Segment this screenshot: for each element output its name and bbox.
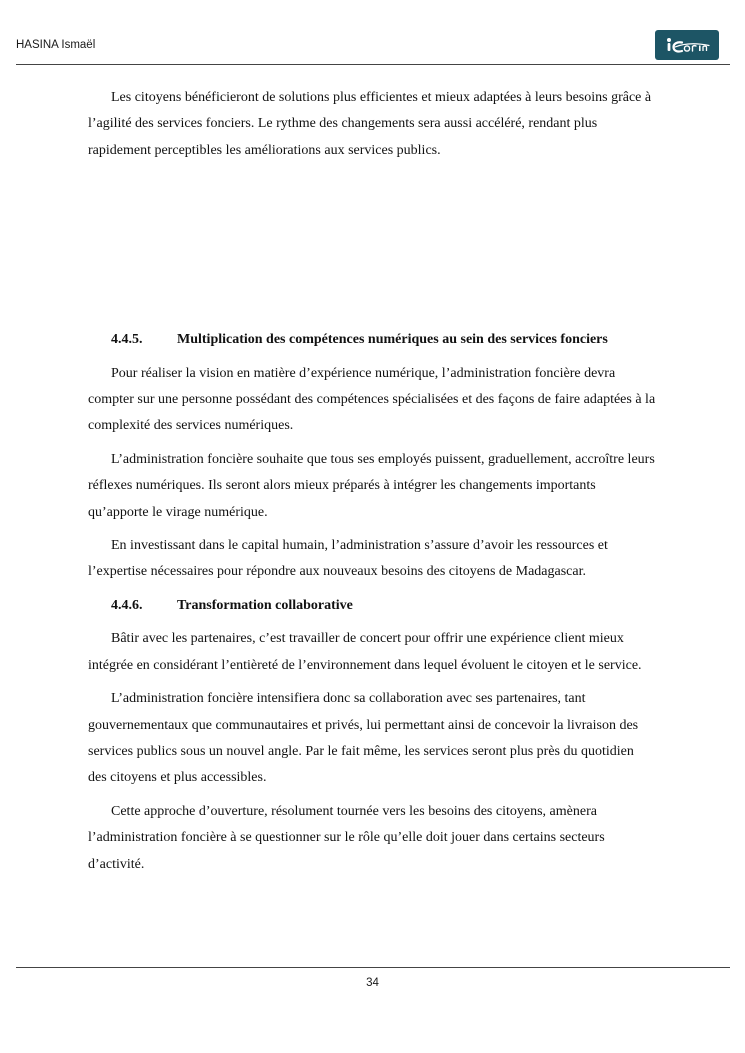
section-heading-4-4-5 bbox=[111, 327, 656, 353]
paragraph: Pour réaliser la vision en matière d’expérience numérique, l’administration foncière devra compter sur une personne possédant des compétences spécialisées et des façons de faire adaptées à la complexité des services numériques. bbox=[88, 365, 656, 434]
header-author: HASINA Ismaël bbox=[16, 39, 96, 51]
intro-paragraph: Les citoyens bénéficieront de solutions plus efficientes et mieux adaptées à leurs besoins grâce à l’agilité des services fonciers. Le rythme des changements sera aussi accéléré, rendant plus rapidement perceptibles les améliorations aux services publics. bbox=[88, 90, 652, 158]
section-title: Multiplication des compétences numériques au sein des services fonciers bbox=[177, 332, 608, 348]
section-number: 4.4.5. bbox=[111, 332, 143, 348]
page-number: 34 bbox=[366, 977, 379, 989]
company-logo bbox=[655, 30, 719, 60]
logo-icon bbox=[655, 30, 719, 60]
section-title: Transformation collaborative bbox=[177, 597, 353, 613]
footer-divider bbox=[16, 967, 730, 968]
document-body bbox=[88, 85, 656, 885]
section-heading-4-4-6 bbox=[111, 593, 656, 619]
paragraph: Bâtir avec les partenaires, c’est travailler de concert pour offrir une expérience client mieux intégrée en considérant l’entièreté de l’environnement dans lequel évoluent le citoyen et le service. bbox=[88, 631, 642, 673]
section-number: 4.4.6. bbox=[111, 597, 143, 613]
header-divider bbox=[16, 64, 730, 65]
paragraph: Cette approche d’ouverture, résolument tournée vers les besoins des citoyens, amènera l’administration foncière à se questionner sur le rôle qu’elle doit jouer dans certains secteurs d’activité. bbox=[88, 803, 605, 872]
paragraph: L’administration foncière souhaite que tous ses employés puissent, graduellement, accroître leurs réflexes numériques. Ils seront alors mieux préparés à intégrer les changements importants qu’apporte le virage numérique. bbox=[88, 451, 655, 520]
paragraph: En investissant dans le capital humain, l’administration s’assure d’avoir les ressources et l’expertise nécessaires pour répondre aux nouveaux besoins des citoyens de Madagascar. bbox=[88, 538, 608, 580]
blank-space bbox=[88, 171, 656, 327]
paragraph: L’administration foncière intensifiera donc sa collaboration avec ses partenaires, tant gouvernementaux que communautaires et privés, lui permettant ainsi de concevoir la livraison des services publics sous un nouvel angle. Par le fait même, les services seront plus près du quotidien des citoyens et plus accessibles. bbox=[88, 691, 639, 786]
